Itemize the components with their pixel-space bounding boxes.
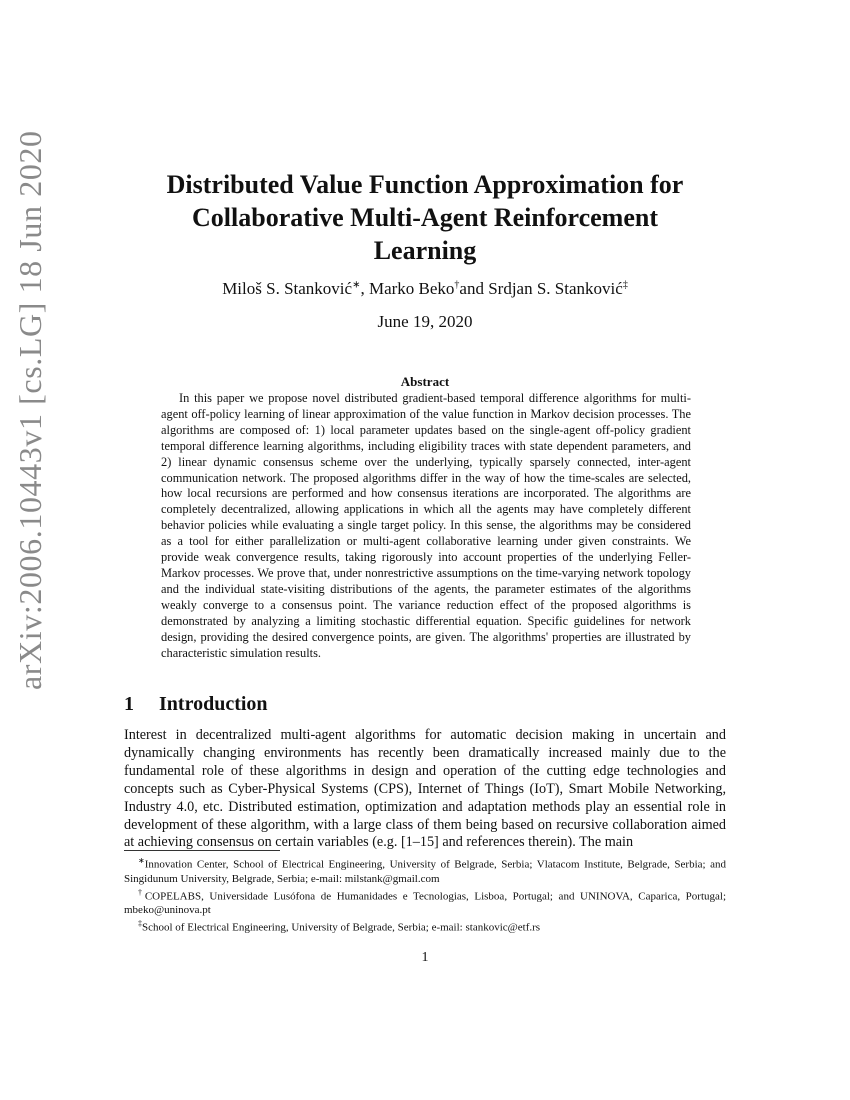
footnote (124, 886, 726, 918)
author-separator: , (360, 279, 369, 298)
section-heading (124, 693, 268, 716)
footnote (124, 917, 726, 935)
author-name: Miloš S. Stanković (222, 279, 353, 298)
title-line: Distributed Value Function Approximation for (166, 170, 684, 199)
footnote (124, 854, 726, 886)
title-line: Learning (373, 236, 477, 265)
footnote-mark: † (138, 887, 145, 897)
footnote-mark: ∗ (138, 856, 145, 865)
footnote-marker[interactable]: ‡ (622, 279, 628, 291)
page-number: 1 (421, 950, 429, 965)
publication-date: June 19, 2020 (377, 312, 473, 331)
abstract-text: In this paper we propose novel distributed gradient-based temporal difference algorithms for multi-agent off-policy learning of linear approximation of the value function in Markov decision processes. The algorithms are composed of: 1) local parameter updates based on the single-agent off-policy gradient temporal difference learning algorithms, including eligibility traces with state dependent parameters, and 2) linear dynamic consensus scheme over the underlying, typically sparsely connected, inter-agent communication network. The proposed algorithms differ in the way of how the time-scales are selected, how local recursions are performed and how consensus iterations are incorporated. The algorithms are completely decentralized, allowing applications in which all the agents may have completely different behavior policies while evaluating a single target policy. In this sense, the algorithms may be considered as a tool for either parallelization or multi-agent collaborative learning under given constraints. We provide weak convergence results, taking rigorously into account properties of the underlying Feller-Markov processes. We prove that, under nonrestrictive assumptions on the time-varying network topology and the individual state-visiting distributions of the agents, the parameter estimates of the algorithms weakly converge to a consensus point. The variance reduction effect of the proposed algorithms is demonstrated by analyzing a limiting stochastic differential equation. Specific guidelines for network design, providing the desired convergence points, are given. The algorithms' properties are illustrated by characteristic simulation results. (161, 391, 691, 660)
footnote-marker[interactable]: † (454, 279, 460, 291)
author-separator: and (459, 279, 489, 298)
footnote-divider (124, 850, 280, 851)
paper-title (125, 168, 725, 267)
footnote-mark: ‡ (138, 919, 142, 929)
title-line: Collaborative Multi-Agent Reinforcement (192, 203, 658, 232)
introduction-paragraph: Interest in decentralized multi-agent algorithms for automatic decision making in uncertain and dynamically changing environments has recently been dramatically increased mainly due to the fundamental role of these algorithms in design and operation of the cutting edge technologies and concepts such as Cyber-Physical Systems (CPS), Internet of Things (IoT), Smart Mobile Networking, Industry 4.0, etc. Distributed estimation, optimization and adaptation methods play an essential role in development of these algorithm, with a large class of them being based on recursive collaboration aimed at achieving consensus on certain variables (e.g. [1–15] and references therein). The main (124, 727, 726, 851)
arxiv-identifier-stamp: arXiv:2006.10443v1 [cs.LG] 18 Jun 2020 (12, 130, 48, 690)
footnote-text: Innovation Center, School of Electrical Engineering, University of Belgrade, Serbia; Vlatacom Institute, Belgrade, Serbia; and Singidunum University, Belgrade, Serbia; e-mail: milstank@gmail.com (124, 858, 726, 885)
footnote-text: COPELABS, Universidade Lusófona de Humanidades e Tecnologias, Lisboa, Portugal; and UNINOVA, Caparica, Portugal; mbeko@uninova.pt (124, 890, 727, 917)
author-name: Srdjan S. Stanković (488, 279, 623, 298)
abstract-heading: Abstract (400, 374, 450, 389)
author-list (125, 279, 725, 299)
section-title: Introduction (159, 693, 268, 715)
footnote-marker[interactable]: ∗ (352, 279, 361, 291)
author-name: Marko Beko (368, 279, 455, 298)
footnote-text: School of Electrical Engineering, University of Belgrade, Serbia; e-mail: stankovic@etf.rs (142, 921, 541, 934)
section-number: 1 (124, 693, 134, 715)
footnotes (124, 854, 726, 935)
